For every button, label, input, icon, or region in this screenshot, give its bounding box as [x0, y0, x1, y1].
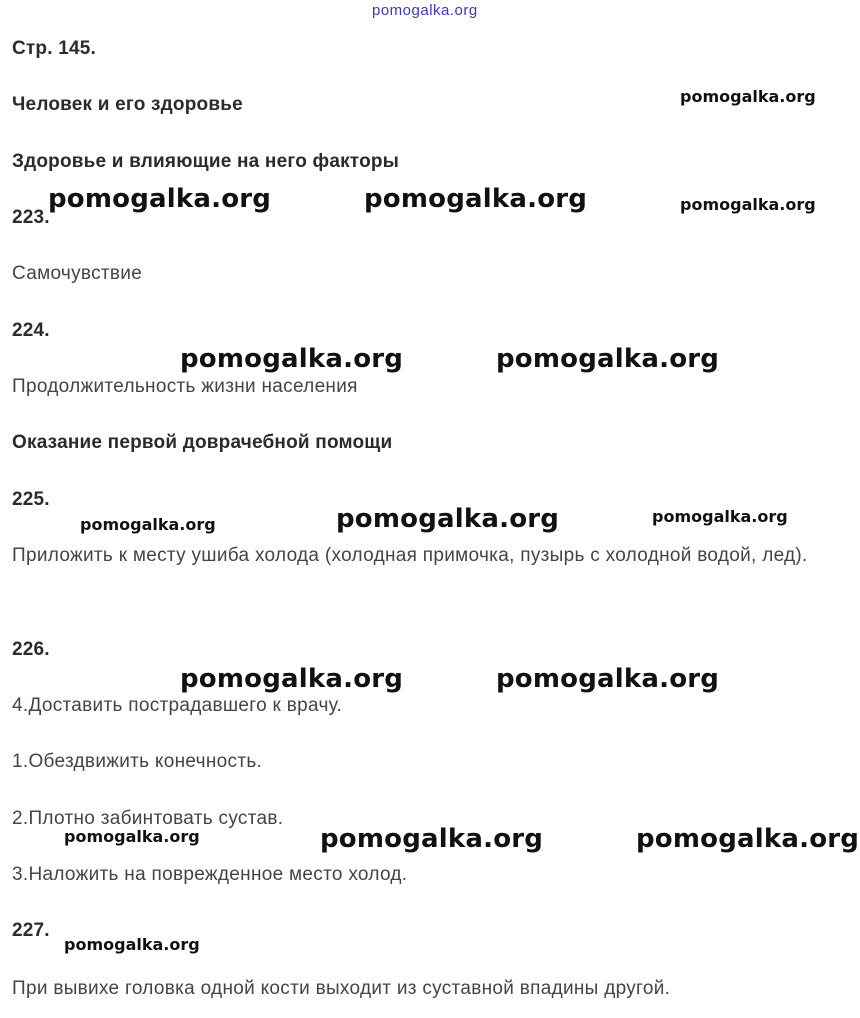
- subsection-title-health: Здоровье и влияющие на него факторы: [12, 151, 400, 172]
- watermark: pomogalka.org: [496, 664, 720, 694]
- watermark: pomogalka.org: [64, 935, 200, 954]
- watermark: pomogalka.org: [336, 504, 560, 534]
- watermark: pomogalka.org: [636, 824, 860, 854]
- watermark: pomogalka.org: [496, 344, 720, 374]
- task-step: 4.Доставить пострадавшего к врачу.: [12, 695, 343, 716]
- watermark: pomogalka.org: [80, 515, 216, 534]
- watermark: pomogalka.org: [180, 344, 404, 374]
- watermark: pomogalka.org: [652, 507, 788, 526]
- task-number-224: 224.: [12, 320, 50, 341]
- watermark: pomogalka.org: [64, 827, 200, 846]
- watermark: pomogalka.org: [680, 87, 816, 106]
- task-answer-225: Приложить к месту ушиба холода (холодная примочка, пузырь с холодной водой, лед).: [12, 545, 808, 566]
- task-answer-227: При вывихе головка одной кости выходит из суставной впадины другой.: [12, 978, 671, 999]
- task-number-227: 227.: [12, 920, 50, 941]
- watermark: pomogalka.org: [680, 195, 816, 214]
- watermark: pomogalka.org: [364, 184, 588, 214]
- task-step: 2.Плотно забинтовать сустав.: [12, 808, 284, 829]
- task-number-226: 226.: [12, 639, 50, 660]
- watermark: pomogalka.org: [180, 664, 404, 694]
- page-number: Стр. 145.: [12, 38, 96, 59]
- task-number-225: 225.: [12, 489, 50, 510]
- watermark: pomogalka.org: [48, 184, 272, 214]
- watermark: pomogalka.org: [320, 824, 544, 854]
- section-title: Человек и его здоровье: [12, 94, 243, 115]
- watermark-top: pomogalka.org: [372, 2, 478, 19]
- subsection-title-first-aid: Оказание первой доврачебной помощи: [12, 432, 393, 453]
- task-step: 1.Обездвижить конечность.: [12, 751, 263, 772]
- task-answer-223: Самочувствие: [12, 263, 143, 284]
- task-answer-224: Продолжительность жизни населения: [12, 376, 358, 397]
- task-step: 3.Наложить на поврежденное место холод.: [12, 864, 408, 885]
- task-number-223: 223.: [12, 207, 50, 228]
